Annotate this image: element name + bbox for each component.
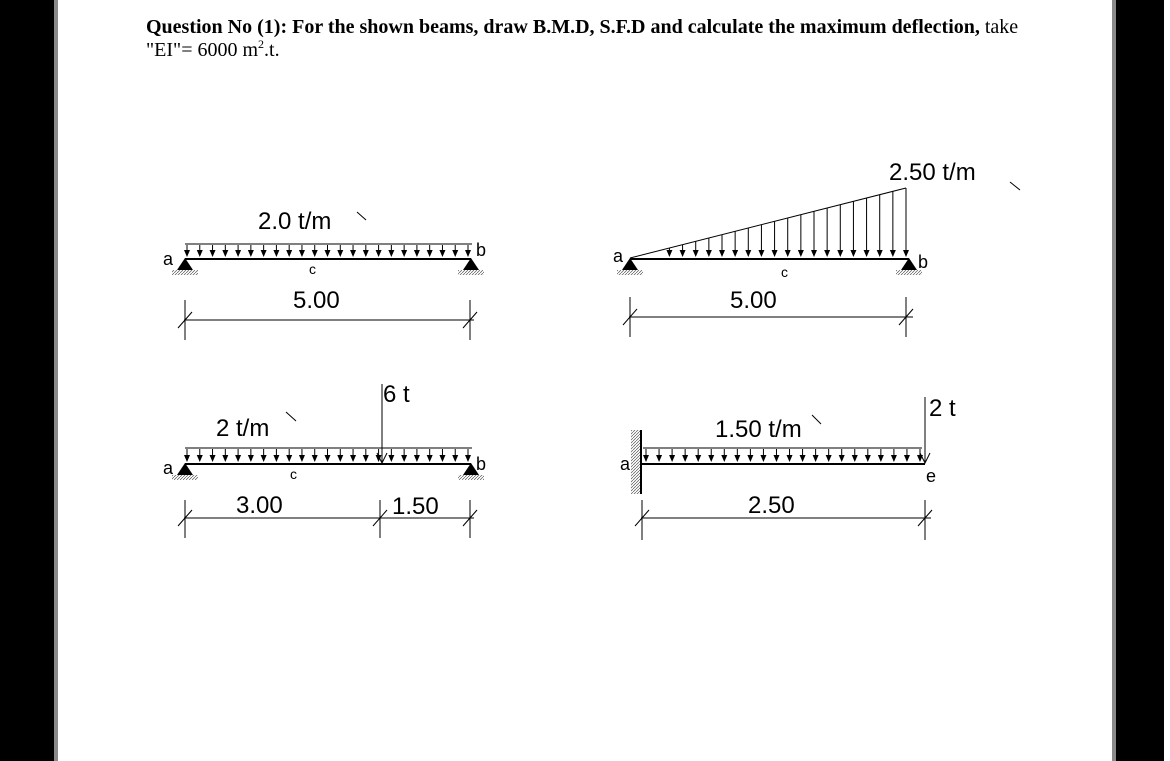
question-take: take xyxy=(984,16,1019,38)
load-arrow-head xyxy=(878,455,884,462)
ei-value: 6000 m xyxy=(197,39,259,61)
load-arrow-head xyxy=(824,250,830,257)
load-arrow-head xyxy=(826,455,832,462)
beam-2-load-label: 2.50 t/m xyxy=(889,159,976,186)
load-arrow-head xyxy=(439,250,445,257)
beam-2-label-b: b xyxy=(918,252,929,272)
load-arrow-head xyxy=(850,250,856,257)
load-arrow-head xyxy=(337,455,343,462)
load-arrow-head xyxy=(261,250,267,257)
load-arrow-head xyxy=(388,455,394,462)
ei-label: "EI"= xyxy=(146,39,193,61)
load-arrow-head xyxy=(427,455,433,462)
beam-4-label-e: e xyxy=(926,466,937,486)
load-arrow-head xyxy=(414,250,420,257)
load-arrow-head xyxy=(903,250,909,257)
load-arrow-head xyxy=(787,455,793,462)
load-arrow-head xyxy=(760,455,766,462)
question-body: For the shown beams, draw B.M.D, S.F.D and calculate the maximum deflection, xyxy=(292,16,980,38)
load-arrow-head xyxy=(813,455,819,462)
beam-3 xyxy=(163,381,486,538)
load-arrow-head xyxy=(891,455,897,462)
beam-3-span-1-label: 3.00 xyxy=(236,492,283,519)
load-arrow-head xyxy=(695,455,701,462)
load-arrow-head xyxy=(325,455,331,462)
load-arrow-head xyxy=(669,455,675,462)
load-arrow-head xyxy=(350,455,356,462)
load-arrow-head xyxy=(839,455,845,462)
beam-2-span-label: 5.00 xyxy=(730,287,777,314)
load-arrow-head xyxy=(680,250,686,257)
load-arrow-head xyxy=(719,250,725,257)
load-arrow-head xyxy=(439,455,445,462)
load-arrow-head xyxy=(235,455,241,462)
load-arrow-head xyxy=(773,455,779,462)
load-arrow-head xyxy=(852,455,858,462)
load-arrow-head xyxy=(261,455,267,462)
load-arrow-head xyxy=(643,455,649,462)
beam-3-load-label: 2 t/m xyxy=(216,415,270,442)
load-arrow-head xyxy=(798,250,804,257)
load-arrow-head xyxy=(376,250,382,257)
beam-4 xyxy=(620,395,956,540)
load-arrow-head xyxy=(337,250,343,257)
beam-1 xyxy=(163,208,486,340)
beam-4-point-load-label: 2 t xyxy=(929,395,956,422)
load-arrow-head xyxy=(693,250,699,257)
load-arrow-head xyxy=(865,455,871,462)
load-arrow-head xyxy=(210,250,216,257)
load-arrow-head xyxy=(758,250,764,257)
load-arrow-head xyxy=(452,455,458,462)
load-arrow-head xyxy=(465,250,471,257)
beam-3-span-2-label: 1.50 xyxy=(392,493,439,520)
load-arrow-head xyxy=(286,455,292,462)
beam-3-label-c: c xyxy=(290,466,297,482)
load-arrow-head xyxy=(452,250,458,257)
load-arrow-head xyxy=(427,250,433,257)
beam-4-fixed-support xyxy=(631,430,641,494)
beam-2-label-c: c xyxy=(781,264,788,280)
load-arrow-head xyxy=(312,455,318,462)
load-arrow-head xyxy=(465,455,471,462)
load-arrow-head xyxy=(734,455,740,462)
load-arrow-head xyxy=(864,250,870,257)
load-arrow-head xyxy=(363,250,369,257)
beam-1-label-a: a xyxy=(163,249,174,269)
load-arrow-head xyxy=(184,250,190,257)
load-arrow-head xyxy=(363,455,369,462)
beam-1-load-label: 2.0 t/m xyxy=(258,208,332,235)
beam-3-point-load-label: 6 t xyxy=(383,381,410,408)
load-arrow-head xyxy=(837,250,843,257)
load-arrow-head xyxy=(184,455,190,462)
beam-3-udl-arrows xyxy=(184,449,471,462)
beam-2-triangular-arrows xyxy=(666,188,909,257)
load-arrow-head xyxy=(877,250,883,257)
load-arrow-head xyxy=(682,455,688,462)
beam-3-label-b: b xyxy=(476,454,487,474)
load-arrow-head xyxy=(732,250,738,257)
load-arrow-head xyxy=(248,455,254,462)
load-arrow-head xyxy=(197,250,203,257)
load-arrow-head xyxy=(388,250,394,257)
load-arrow-head xyxy=(745,250,751,257)
load-arrow-head xyxy=(222,455,228,462)
beam-4-udl-arrows xyxy=(643,449,923,462)
beam-3-label-a: a xyxy=(163,458,174,478)
load-arrow-head xyxy=(904,455,910,462)
load-arrow-head xyxy=(706,250,712,257)
load-arrow-head xyxy=(708,455,714,462)
load-arrow-head xyxy=(656,455,662,462)
beam-4-label-a: a xyxy=(620,454,631,474)
beam-2-label-a: a xyxy=(613,246,624,266)
load-arrow-head xyxy=(785,250,791,257)
load-arrow-head xyxy=(917,455,923,462)
load-arrow-head xyxy=(800,455,806,462)
question-heading: Question No (1): xyxy=(146,16,288,38)
beam-1-label-b: b xyxy=(476,240,487,260)
load-arrow-head xyxy=(273,250,279,257)
load-arrow-head xyxy=(890,250,896,257)
load-arrow-head xyxy=(235,250,241,257)
beam-2 xyxy=(613,159,1020,337)
load-arrow-head xyxy=(401,455,407,462)
beam-1-udl-arrows xyxy=(184,245,471,257)
load-arrow-head xyxy=(299,455,305,462)
load-arrow-head xyxy=(312,250,318,257)
load-arrow-head xyxy=(772,250,778,257)
load-arrow-head xyxy=(350,250,356,257)
load-arrow-head xyxy=(222,250,228,257)
load-arrow-head xyxy=(401,250,407,257)
load-arrow-head xyxy=(811,250,817,257)
load-arrow-head xyxy=(299,250,305,257)
beam-4-span-label: 2.50 xyxy=(748,492,795,519)
load-arrow-head xyxy=(286,250,292,257)
beam-4-load-label: 1.50 t/m xyxy=(715,416,802,443)
load-arrow-head xyxy=(414,455,420,462)
ei-exponent: 2 xyxy=(258,37,265,51)
beam-1-span-label: 5.00 xyxy=(293,287,340,314)
load-arrow-head xyxy=(248,250,254,257)
load-arrow-head xyxy=(325,250,331,257)
beam-1-label-c: c xyxy=(309,261,316,277)
beam-2-load-line xyxy=(630,188,906,258)
load-arrow-head xyxy=(721,455,727,462)
load-arrow-head xyxy=(666,250,672,257)
load-arrow-head xyxy=(747,455,753,462)
load-arrow-head xyxy=(197,455,203,462)
load-arrow-head xyxy=(210,455,216,462)
ei-unit: .t. xyxy=(264,39,280,61)
load-arrow-head xyxy=(273,455,279,462)
